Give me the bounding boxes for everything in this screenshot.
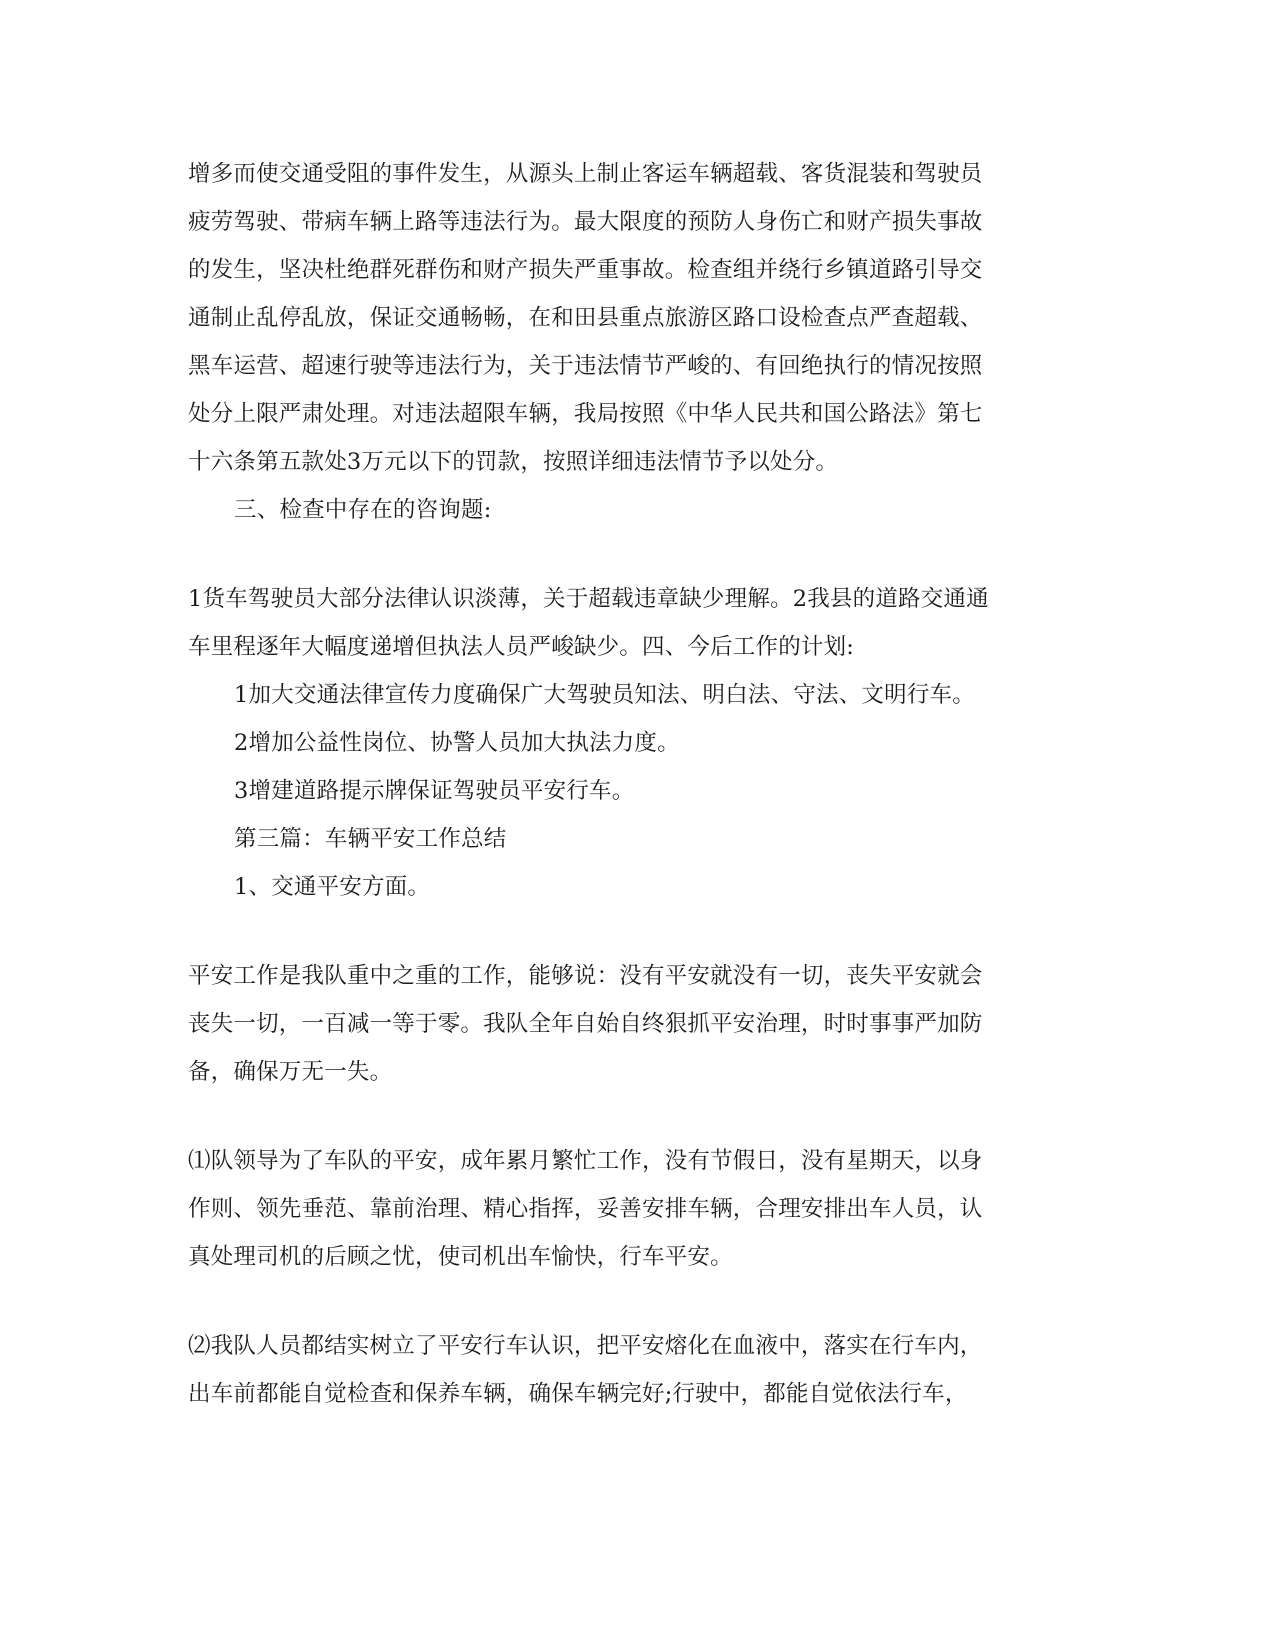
spacer (188, 534, 1088, 575)
subsection-heading: 1、交通平安方面。 (234, 874, 431, 900)
text-line: 十六条第五款处3万元以下的罚款，按照详细违法情节予以处分。 (188, 449, 839, 475)
spacer (188, 911, 1088, 952)
spacer (188, 1281, 1088, 1322)
text-line: 备，确保万无一失。 (188, 1059, 393, 1085)
paragraph-leadership (188, 1137, 1088, 1281)
text-line: 增多而使交通受阻的事件发生，从源头上制止客运车辆超载、客货混装和驾驶员 (188, 161, 983, 187)
paragraph-safety-intro (188, 952, 1088, 1096)
text-line: 车里程逐年大幅度递增但执法人员严峻缺少。四、今后工作的计划: (188, 634, 855, 660)
plan-item: 1加大交通法律宣传力度确保广大驾驶员知法、明白法、守法、文明行车。 (234, 682, 975, 708)
text-line: 处分上限严肃处理。对违法超限车辆，我局按照《中华人民共和国公路法》第七 (188, 401, 983, 427)
text-line: 疲劳驾驶、带病车辆上路等违法行为。最大限度的预防人身伤亡和财产损失事故 (188, 209, 983, 235)
text-line: 平安工作是我队重中之重的工作，能够说：没有平安就没有一切，丧失平安就会 (188, 963, 983, 989)
text-line: 1货车驾驶员大部分法律认识淡薄，关于超载违章缺少理解。2我县的道路交通通 (188, 586, 989, 612)
text-line: 出车前都能自觉检查和保养车辆，确保车辆完好;行驶中，都能自觉依法行车， (188, 1381, 968, 1407)
paragraph-staff-awareness (188, 1322, 1088, 1418)
plan-item: 2增加公益性岗位、协警人员加大执法力度。 (234, 730, 680, 756)
text-line: 丧失一切，一百减一等于零。我队全年自始自终狠抓平安治理，时时事事严加防 (188, 1011, 983, 1037)
section-heading-problems: 三、检查中存在的咨询题: (234, 497, 492, 523)
spacer (188, 1096, 1088, 1137)
text-line: 黑车运营、超速行驶等违法行为，关于违法情节严峻的、有回绝执行的情况按照 (188, 353, 983, 379)
text-line: 的发生，坚决杜绝群死群伤和财产损失严重事故。检查组并绕行乡镇道路引导交 (188, 257, 983, 283)
plan-item: 3增建道路提示牌保证驾驶员平安行车。 (234, 778, 635, 804)
text-line: 通制止乱停乱放，保证交通畅畅，在和田县重点旅游区路口设检查点严查超载、 (188, 305, 983, 331)
text-line: ⑴队领导为了车队的平安，成年累月繁忙工作，没有节假日，没有星期天，以身 (188, 1148, 983, 1174)
text-line: 真处理司机的后顾之忧，使司机出车愉快，行车平安。 (188, 1244, 733, 1270)
plan-list (188, 671, 1088, 815)
document-page (188, 150, 1088, 1418)
text-line: ⑵我队人员都结实树立了平安行车认识，把平安熔化在血液中，落实在行车内， (188, 1333, 983, 1359)
paragraph-traffic-enforcement (188, 150, 1088, 486)
chapter-title: 第三篇：车辆平安工作总结 (234, 826, 507, 852)
text-line: 作则、领先垂范、靠前治理、精心指挥，妥善安排车辆，合理安排出车人员，认 (188, 1196, 983, 1222)
paragraph-problems (188, 575, 1088, 671)
